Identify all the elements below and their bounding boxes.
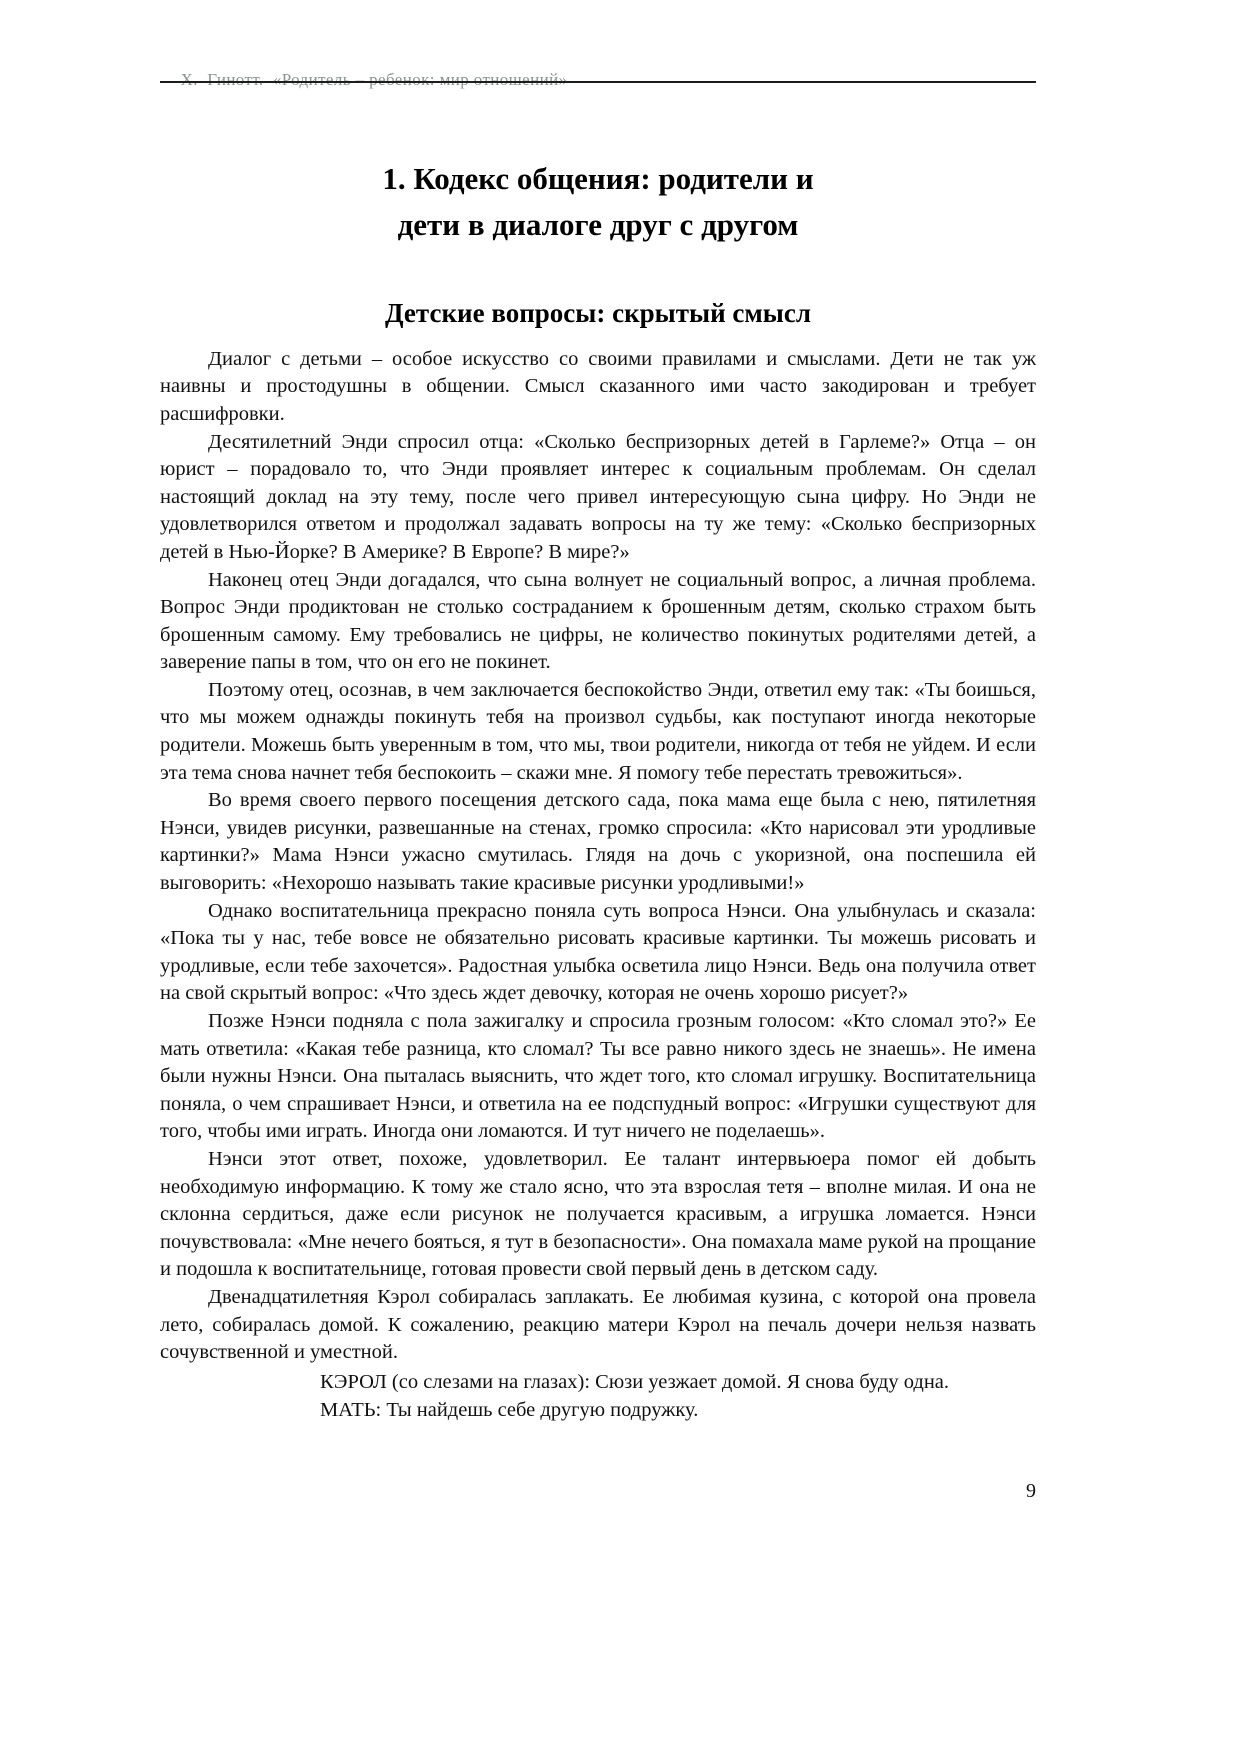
body-paragraph: Диалог с детьми – особое искусство со своими правилами и смыслами. Дети не так уж наивны и простодушны в общении. Смысл сказанного ими часто закодирован и требует расшифровки. <box>160 347 1036 425</box>
body-paragraph: Двенадцатилетняя Кэрол собиралась заплакать. Ее любимая кузина, с которой она провела лето, собиралась домой. К сожалению, реакцию матери Кэрол на печаль дочери нельзя назвать сочувственной и уместной. <box>160 1285 1036 1364</box>
chapter-title <box>160 156 1036 248</box>
running-header-text: Х. Гинотт. «Родитель – ребенок: мир отношений» <box>180 70 568 89</box>
chapter-title-line-2: дети в диалоге друг с другом <box>397 206 799 242</box>
body-paragraph: Позже Нэнси подняла с пола зажигалку и спросила грозным голосом: «Кто сломал это?» Ее мать ответила: «Какая тебе разница, кто сломал? Ты все равно никого здесь не знаешь». Не имена были нужны Нэнси. Она пыталась выяснить, что ждет того, кто сломал игрушку. Воспитательница поняла, о чем спрашивает Нэнси, и ответила на ее подспудный вопрос: «Игрушки существуют для того, чтобы ими играть. Иногда они ломаются. И тут ничего не поделаешь». <box>160 1010 1036 1143</box>
body-paragraph: Однако воспитательница прекрасно поняла суть вопроса Нэнси. Она улыбнулась и сказала: «Пока ты у нас, тебе вовсе не обязательно рисовать красивые картинки. Ты можешь рисовать и уродливые, если тебе захочется». Радостная улыбка осветила лицо Нэнси. Ведь она получила ответ на свой скрытый вопрос: «Что здесь ждет девочку, которая не очень хорошо рисует?» <box>160 899 1036 1005</box>
body-paragraph: Нэнси этот ответ, похоже, удовлетворил. Ее талант интервьюера помог ей добыть необходимую информацию. К тому же стало ясно, что эта взрослая тетя – вполне милая. И она не склонна сердиться, даже если рисунок не получается красивым, а игрушка ломается. Нэнси почувствовала: «Мне нечего бояться, я тут в безопасности». Она помахала маме рукой на прощание и подошла к воспитательнице, готовая провести свой первый день в детском саду. <box>160 1147 1036 1281</box>
running-header <box>162 50 1036 110</box>
page-content <box>160 156 1036 1425</box>
body-paragraph: Во время своего первого посещения детского сада, пока мама еще была с нею, пятилетняя Нэнси, увидев рисунки, развешанные на стенах, громко спросила: «Кто нарисовал эти уродливые картинки?» Мама Нэнси ужасно смутилась. Глядя на дочь с укоризной, она поспешила ей выговорить: «Нехорошо называть такие красивые рисунки уродливыми!» <box>160 789 1036 895</box>
dialogue-line: КЭРОЛ (со слезами на глазах): Сюзи уезжает домой. Я снова буду одна. <box>320 1370 950 1393</box>
header-rule <box>160 81 1036 83</box>
body-paragraph: Наконец отец Энди догадался, что сына волнует не социальный вопрос, а личная проблема. Вопрос Энди продиктован не столько состраданием к брошенным детям, сколько страхом быть брошенным самому. Ему требовались не цифры, не количество покинутых родителями детей, а заверение папы в том, что он его не покинет. <box>160 568 1036 674</box>
body-paragraph: Десятилетний Энди спросил отца: «Сколько беспризорных детей в Гарлеме?» Отца – он юрист – порадовало то, что Энди проявляет интерес к социальным проблемам. Он сделал настоящий доклад на эту тему, после чего привел интересующую сына цифру. Но Энди не удовлетворился ответом и продолжал задавать вопросы на ту же тему: «Сколько беспризорных детей в Нью-Йорке? В Америке? В Европе? В мире?» <box>160 430 1036 563</box>
dialogue-line: МАТЬ: Ты найдешь себе другую подружку. <box>320 1399 699 1422</box>
page-number: 9 <box>1026 1480 1036 1502</box>
section-title: Детские вопросы: скрытый смысл <box>385 297 811 328</box>
dialogue-block <box>160 1368 1036 1425</box>
body-paragraph: Поэтому отец, осознав, в чем заключается беспокойство Энди, ответил ему так: «Ты боишься, что мы можем однажды покинуть тебя на произвол судьбы, как поступают иногда некоторые родители. Можешь быть уверенным в том, что мы, твои родители, никогда от тебя не уйдем. И если эта тема снова начнет тебя беспокоить – скажи мне. Я помогу тебе перестать тревожиться». <box>160 678 1036 784</box>
chapter-title-line-1: 1. Кодекс общения: родители и <box>382 161 814 196</box>
